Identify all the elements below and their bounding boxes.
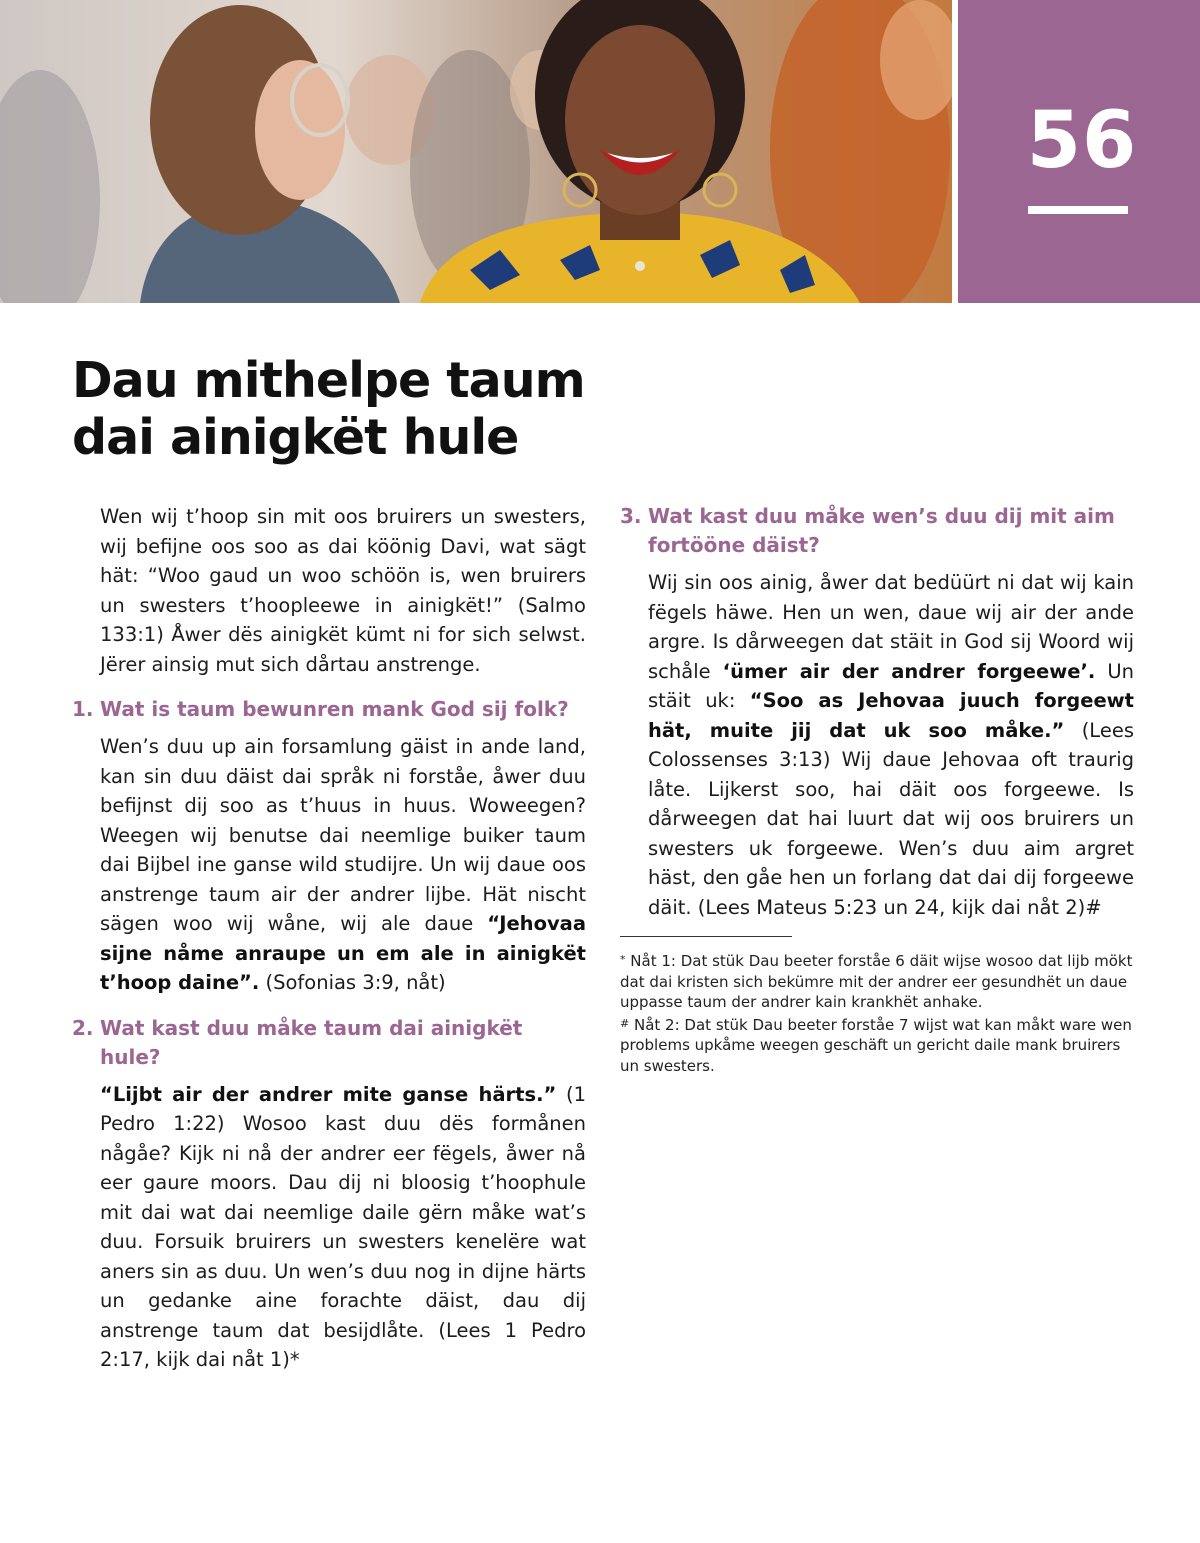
answer-2-bold: “Lijbt air der andrer mite ganse härts.” — [100, 1082, 557, 1106]
page-title: Dau mithelpe taum dai ainigkët hule — [72, 352, 585, 466]
answer-3-text-a: Wij sin oos ainig, åwer dat bedüürt ni dat wij kain fëgels häwe. Hen un wen, daue wij air der ande argre. Is dårweegen dat stäit in God sij Woord wij schåle — [648, 571, 1134, 683]
footnote-2-text: Nåt 2: Dat stük Dau beeter forståe 7 wijst wat kan måkt ware wen problems upkåme weegen geschäft un gericht daile mank bruirers un swesters. — [620, 1015, 1132, 1075]
question-3-text: Wat kast duu måke wen’s duu dij mit aim fortööne däist? — [648, 504, 1115, 557]
question-2 — [72, 1014, 586, 1072]
answer-2-paragraph — [72, 1080, 586, 1375]
answer-1-text-a: Wen’s duu up ain forsamlung gäist in ande land, kan sin duu däist dai språk ni forståe, åwer duu befijnst dij soo as t’huus in huus. Woweegen? Weegen wij benutse dai neemlige buiker taum dai Bijbel ine ganse wild studijre. Un wij daue oos anstrenge taum air der andrer lijbe. Hät nischt sägen woo wij wåne, wij ale daue — [100, 735, 586, 935]
question-1-number: 1. — [72, 697, 94, 721]
question-2-number: 2. — [72, 1015, 94, 1040]
answer-1-text-b: (Sofonias 3:9, nåt) — [259, 971, 446, 994]
question-1 — [72, 695, 586, 724]
lesson-number-underline — [1028, 206, 1128, 214]
answer-3-bold-a: ‘ümer air der andrer forgeewe’. — [722, 659, 1096, 683]
intro-paragraph: Wen wij t’hoop sin mit oos bruirers un swesters, wij befijne oos soo as dai köönig Davi, wat sägt hät: “Woo gaud un woo schöön is, wen bruirers un swesters t’hoopleewe in ainigkët!” (Salmo 133:1) Åwer dës ainigkët kümt ni for sich selwst. Jërer ainsig mut sich dårtau anstrenge. — [100, 505, 586, 676]
answer-3-bold-b: “Soo as Jehovaa juuch forgeewt hät, muite jij dat uk soo måke.” — [648, 689, 1135, 742]
header-photo — [0, 0, 952, 303]
footnote-2 — [620, 1015, 1134, 1077]
question-2-text: Wat kast duu måke taum dai ainigkët hule? — [100, 1015, 523, 1069]
footnote-1-text: Nåt 1: Dat stük Dau beeter forståe 6 däit wijse wosoo dat lijb mökt dat dai kristen sich bekümre mit der andrer eer gesundhët un daue uppasse taum der andrer kain krankhët anhake. — [620, 952, 1133, 1011]
answer-3-text-b: Un stäit uk: — [648, 659, 1134, 712]
answer-3-text-c: (Lees Colossenses 3:13) Wij daue Jehovaa oft traurig låte. Lijkerst soo, hai däit oos forgeewe. Is dårweegen dat hai luurt dat wij oos bruirers un swesters uk forgeewe. Wen’s duu aim argret häst, den gåe hen un forlang dat dai dij forgeewe däit. (Lees Mateus 5:23 un 24, kijk dai nåt 2)# — [648, 718, 1134, 919]
lesson-number: 56 — [1026, 96, 1138, 186]
answer-1-paragraph — [72, 732, 586, 998]
footnote-1-mark: * — [620, 953, 626, 966]
footnote-1 — [620, 951, 1134, 1013]
answer-1-bold: “Jehovaa sijne nåme anraupe un em ale in ainigkët t’hoop daine”. — [100, 912, 586, 994]
left-column — [72, 502, 586, 1375]
lesson-number-box — [958, 0, 1200, 303]
question-1-text: Wat is taum bewunren mank God sij folk? — [100, 697, 569, 721]
answer-3-paragraph — [620, 568, 1134, 922]
question-3 — [620, 502, 1134, 560]
question-3-number: 3. — [620, 504, 642, 528]
right-column — [620, 502, 1134, 1078]
footnote-2-mark: # — [620, 1016, 630, 1030]
answer-2-text: (1 Pedro 1:22) Wosoo kast duu dës formånen någåe? Kijk ni nå der andrer eer fëgels, åwer nå eer gaure moors. Dau dij ni bloosig t’hoophule mit dai wat dai neemlige daile gërn måke wat’s duu. Forsuik bruirers un swesters kenelëre wat aners sin as duu. Un wen’s duu nog in dijne härts un gedanke aine forachte däist, dau dij anstrenge taum dat besijdlåte. (Lees 1 Pedro 2:17, kijk dai nåt 1)* — [100, 1082, 586, 1371]
footnote-divider — [620, 936, 792, 937]
